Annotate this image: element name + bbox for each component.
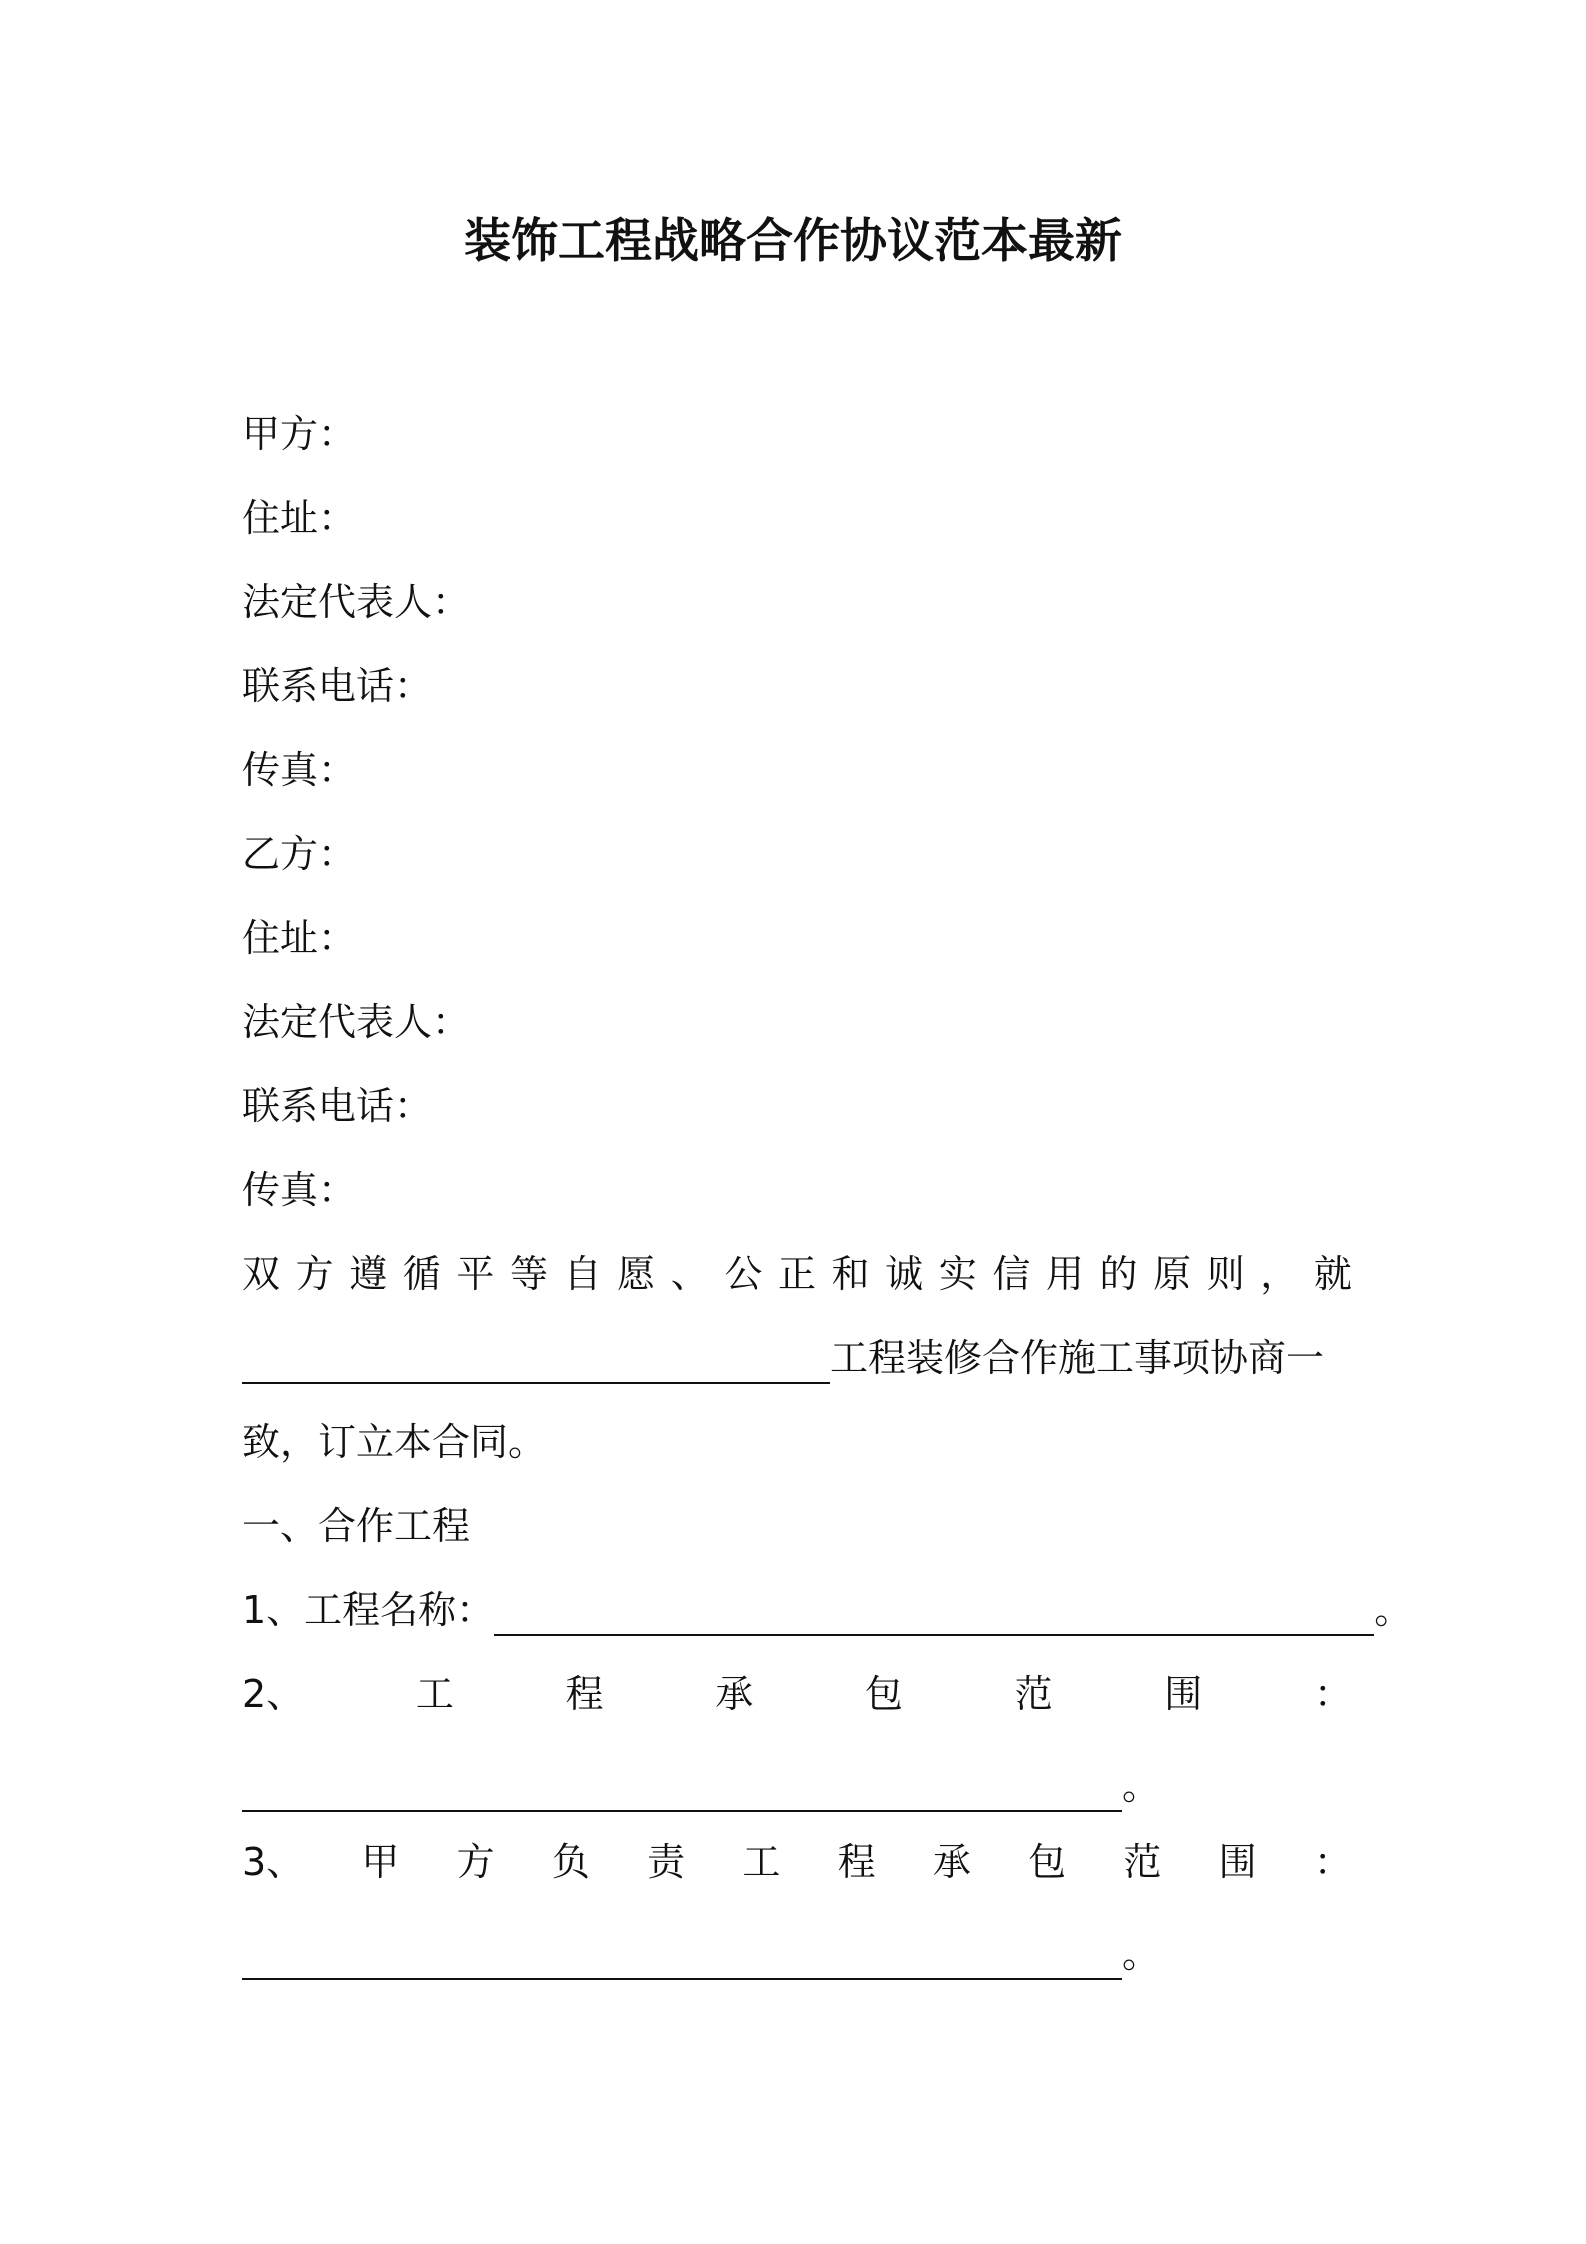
item-3-end: 。 [1122, 1932, 1161, 1976]
preamble-char-8: 、 [670, 1252, 709, 1296]
item-1-project-name [242, 1584, 1412, 1636]
item-2-char-3: 承 [715, 1672, 754, 1716]
preamble-line-1 [242, 1248, 1352, 1300]
preamble-char-17: 原 [1153, 1252, 1192, 1296]
party-b-legal-rep: 法定代表人： [242, 1000, 471, 1044]
party-b-label: 乙方： [242, 832, 357, 876]
item-3-char-1: 甲 [361, 1840, 400, 1884]
item-3-char-7: 承 [932, 1840, 971, 1884]
item-2-char-7: ： [1313, 1672, 1352, 1716]
preamble-char-10: 正 [777, 1252, 816, 1296]
preamble-char-12: 诚 [885, 1252, 924, 1296]
party-a-legal-rep: 法定代表人： [242, 580, 471, 624]
party-a-phone: 联系电话： [242, 664, 433, 708]
party-b-phone: 联系电话： [242, 1084, 433, 1128]
item-3-party-a-scope [242, 1836, 1352, 1888]
item-1-end: 。 [1374, 1588, 1413, 1632]
item-3-char-10: 围 [1218, 1840, 1257, 1884]
party-a-address: 住址： [242, 496, 357, 540]
preamble-char-4: 平 [456, 1252, 495, 1296]
preamble-char-16: 的 [1099, 1252, 1138, 1296]
preamble-char-9: 公 [724, 1252, 763, 1296]
preamble-char-7: 愿 [617, 1252, 656, 1296]
item-1-label: 1、工程名称： [242, 1588, 495, 1632]
preamble-line-2-text: 工程装修合作施工事项协商一 [830, 1336, 1325, 1380]
item-3-blank [242, 1928, 1160, 1980]
preamble-char-3: 循 [402, 1252, 441, 1296]
item-2-end: 。 [1122, 1764, 1161, 1808]
preamble-char-20: 就 [1313, 1252, 1352, 1296]
item-1-underline [494, 1598, 1374, 1636]
item-3-char-2: 方 [456, 1840, 495, 1884]
item-2-char-0: 2、 [242, 1672, 305, 1716]
item-2-blank [242, 1760, 1160, 1812]
item-2-scope [242, 1668, 1352, 1720]
item-3-char-4: 责 [647, 1840, 686, 1884]
preamble-char-14: 信 [992, 1252, 1031, 1296]
item-3-char-6: 程 [837, 1840, 876, 1884]
item-2-char-1: 工 [415, 1672, 454, 1716]
preamble-char-0: 双 [242, 1252, 281, 1296]
item-2-char-6: 围 [1164, 1672, 1203, 1716]
item-2-char-5: 范 [1014, 1672, 1053, 1716]
party-a-label: 甲方： [242, 412, 357, 456]
preamble-line-2 [242, 1332, 1324, 1384]
document-title: 装饰工程战略合作协议范本最新 [464, 214, 1122, 269]
preamble-char-1: 方 [295, 1252, 334, 1296]
item-3-char-5: 工 [742, 1840, 781, 1884]
preamble-line-3: 致，订立本合同。 [242, 1420, 547, 1464]
item-2-char-2: 程 [565, 1672, 604, 1716]
preamble-char-19: ， [1260, 1252, 1299, 1296]
preamble-char-18: 则 [1206, 1252, 1245, 1296]
item-3-char-9: 范 [1123, 1840, 1162, 1884]
preamble-char-6: 自 [563, 1252, 602, 1296]
preamble-char-15: 用 [1045, 1252, 1084, 1296]
item-3-char-3: 负 [551, 1840, 590, 1884]
preamble-char-11: 和 [831, 1252, 870, 1296]
item-3-char-11: ： [1313, 1840, 1352, 1884]
project-blank-underline [242, 1346, 830, 1384]
section-1-heading: 一、合作工程 [242, 1504, 471, 1548]
preamble-char-2: 遵 [349, 1252, 388, 1296]
item-2-char-4: 包 [864, 1672, 903, 1716]
item-2-underline [242, 1774, 1122, 1812]
party-a-fax: 传真： [242, 748, 357, 792]
preamble-char-5: 等 [509, 1252, 548, 1296]
item-3-char-0: 3、 [242, 1840, 305, 1884]
preamble-char-13: 实 [938, 1252, 977, 1296]
party-b-fax: 传真： [242, 1168, 357, 1212]
party-b-address: 住址： [242, 916, 357, 960]
item-3-underline [242, 1942, 1122, 1980]
item-3-char-8: 包 [1028, 1840, 1067, 1884]
